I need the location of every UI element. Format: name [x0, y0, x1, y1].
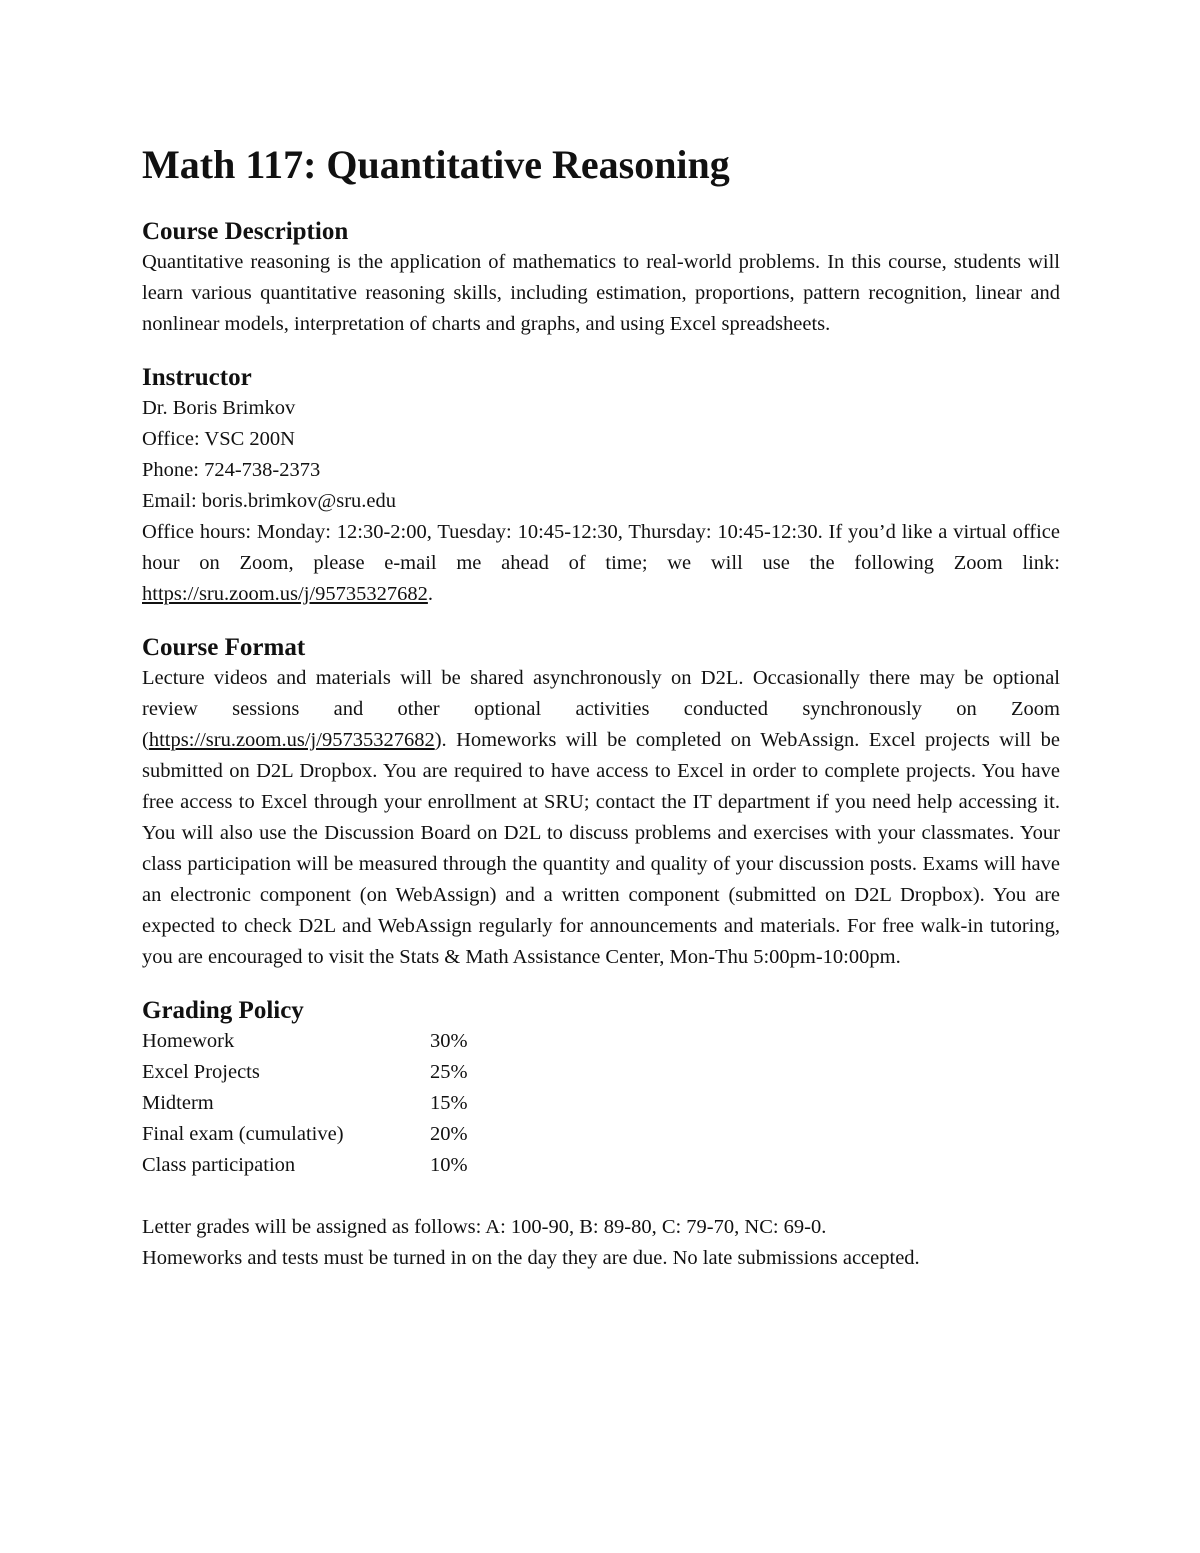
grading-row	[142, 1119, 468, 1150]
syllabus-page	[142, 138, 1060, 1274]
grading-item-weight: 30%	[430, 1030, 468, 1052]
grading-item-label: Class participation	[142, 1154, 296, 1176]
grading-item-weight: 25%	[430, 1061, 468, 1083]
grading-row	[142, 1088, 468, 1119]
grading-table	[142, 1026, 468, 1181]
instructor-email: Email: boris.brimkov@sru.edu	[142, 490, 397, 512]
grading-row	[142, 1150, 468, 1181]
grading-item-weight: 20%	[430, 1123, 468, 1145]
course-format-paragraph	[142, 663, 1060, 973]
instructor-heading: Instructor	[142, 364, 252, 391]
instructor-section	[142, 362, 1060, 610]
grading-item-weight: 15%	[430, 1092, 468, 1114]
course-description-heading: Course Description	[142, 218, 349, 245]
office-hours-text: Office hours: Monday: 12:30-2:00, Tuesday: 10:45-12:30, Thursday: 10:45-12:30. If you’d like a virtual office hour on Zoom, please e-mail me ahead of time; we will use the following Zoom link:	[142, 521, 1060, 574]
course-format-text-before: Lecture videos and materials will be shared asynchronously on D2L. Occasionally there may be optional review sessions and other optional activities conducted synchronously on Zoom (	[142, 667, 1060, 751]
course-format-section	[142, 632, 1060, 973]
grading-policy-heading: Grading Policy	[142, 997, 304, 1024]
grading-item-weight: 10%	[430, 1154, 468, 1176]
page-title: Math 117: Quantitative Reasoning	[142, 142, 730, 187]
grading-row	[142, 1026, 468, 1057]
spacer	[142, 1181, 1060, 1212]
grading-item-label: Excel Projects	[142, 1061, 260, 1083]
grading-item-label: Final exam (cumulative)	[142, 1123, 344, 1145]
grading-item-label: Homework	[142, 1030, 235, 1052]
course-format-text-after: ). Homeworks will be completed on WebAssign. Excel projects will be submitted on D2L Dropbox. You are required to have access to Excel in order to complete projects. You have free access to Excel through your enrollment at SRU; contact the IT department if you need help accessing it. You will also use the Discussion Board on D2L to discuss problems and exercises with your classmates. Your class participation will be measured through the quantity and quality of your discussion posts. Exams will have an electronic component (on WebAssign) and a written component (submitted on D2L Dropbox). You are expected to check D2L and WebAssign regularly for announcements and materials. For free walk-in tutoring, you are encouraged to visit the Stats & Math Assistance Center, Mon-Thu 5:00pm-10:00pm.	[142, 729, 1060, 968]
course-description-section	[142, 216, 1060, 340]
instructor-zoom-link[interactable]: https://sru.zoom.us/j/95735327682	[142, 583, 428, 605]
grading-policy-section	[142, 995, 1060, 1274]
grading-item-label: Midterm	[142, 1092, 214, 1114]
course-format-heading: Course Format	[142, 634, 306, 661]
office-hours-end: .	[427, 583, 433, 605]
grading-row	[142, 1057, 468, 1088]
letter-grades-text: Letter grades will be assigned as follows: A: 100-90, B: 89-80, C: 79-70, NC: 69-0.	[142, 1216, 827, 1238]
office-hours-paragraph	[142, 517, 1060, 610]
course-format-zoom-link[interactable]: https://sru.zoom.us/j/95735327682	[148, 729, 435, 751]
late-policy-text: Homeworks and tests must be turned in on the day they are due. No late submissions accepted.	[142, 1247, 920, 1269]
course-description-text: Quantitative reasoning is the application of mathematics to real-world problems. In this course, students will learn various quantitative reasoning skills, including estimation, proportions, pattern recognition, linear and nonlinear models, interpretation of charts and graphs, and using Excel spreadsheets.	[142, 251, 1060, 335]
instructor-office: Office: VSC 200N	[142, 428, 295, 450]
instructor-phone: Phone: 724-738-2373	[142, 459, 321, 481]
instructor-name: Dr. Boris Brimkov	[142, 397, 296, 419]
